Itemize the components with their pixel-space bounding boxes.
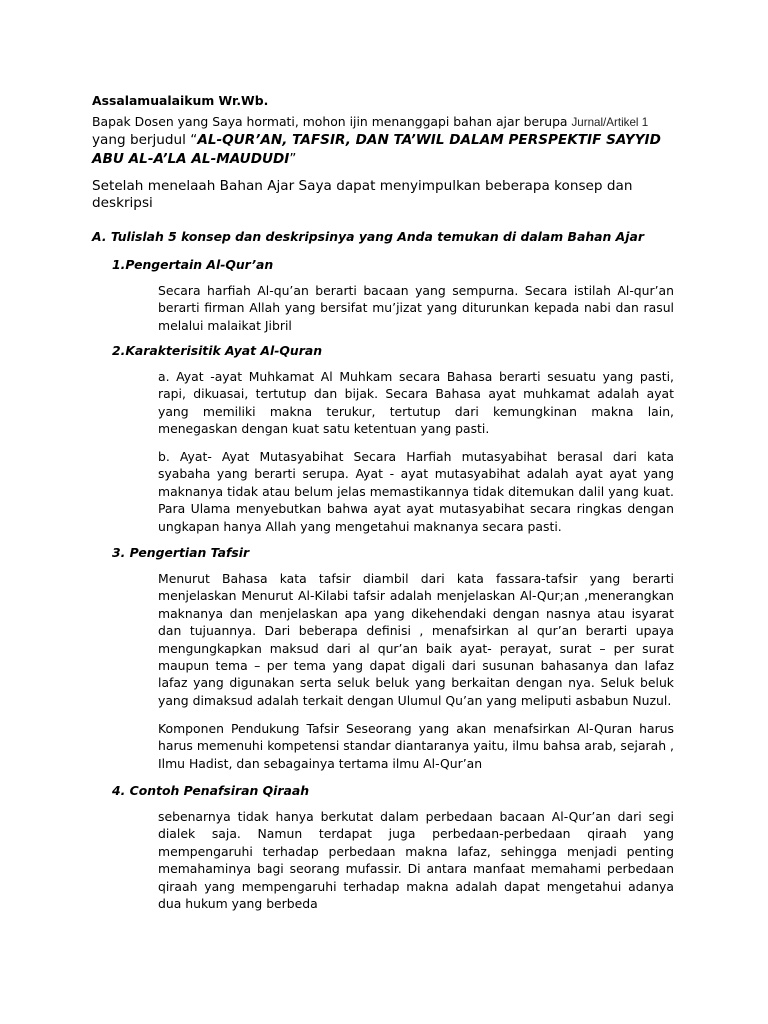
item-3-heading: 3. Pengertian Tafsir <box>112 545 250 560</box>
intro-text-1: Bapak Dosen yang Saya hormati, mohon ijin menanggapi bahan ajar berupa <box>92 114 572 129</box>
summary-text: Setelah menelaah Bahan Ajar Saya dapat menyimpulkan beberapa konsep dan deskripsi <box>92 178 633 212</box>
item-1-paragraph: Secara harfiah Al-qu’an berarti bacaan yang sempurna. Secara istilah Al-qur’an berarti firman Allah yang bersifat mu’jizat yang diturunkan kepada nabi dan rasul melalui malaikat Jibril <box>158 283 674 333</box>
article-title: AL-QUR’AN, TAFSIR, DAN TA’WIL DALAM PERSPEKTIF SAYYID ABU AL-A’LA AL-MAUDUDI <box>92 132 661 167</box>
item-4-heading: 4. Contoh Penafsiran Qiraah <box>112 783 310 798</box>
item-2-paragraph-a: a. Ayat -ayat Muhkamat Al Muhkam secara Bahasa berarti sesuatu yang pasti, rapi, dikuasai, tertutup dan bijak. Secara Bahasa ayat muhkamat adalah ayat yang memiliki makna terukur, tertutup dari kemungkinan makna lain, menegaskan dengan kuat satu ketentuan yang pasti. <box>158 369 674 437</box>
greeting: Assalamualaikum Wr.Wb. <box>92 93 269 108</box>
item-2-heading: 2.Karakterisitik Ayat Al-Quran <box>112 343 323 358</box>
item-2-paragraph-b: b. Ayat- Ayat Mutasyabihat Secara Harfiah mutasyabihat berasal dari kata syabaha yang berarti serupa. Ayat - ayat mutasyabihat adalah ayat ayat yang maknanya tidak atau belum jelas memastikannya tidak ditemukan dalil yang kuat. Para Ulama menyebutkan bahwa ayat ayat mutasyabihat secara ringkas dengan ungkapan hanya Allah yang mengetahui maknanya secara pasti. <box>158 449 674 534</box>
intro-text-2: yang berjudul “ <box>92 132 198 149</box>
item-3-paragraph-2: Komponen Pendukung Tafsir Seseorang yang akan menafsirkan Al-Quran harus harus memenuhi kompetensi standar diantaranya yaitu, ilmu bahsa arab, sejarah , Ilmu Hadist, dan sebagainya tertama ilmu Al-Qur’an <box>158 721 674 771</box>
item-3-paragraph-1: Menurut Bahasa kata tafsir diambil dari kata fassara-tafsir yang berarti menjelaskan Menurut Al-Kilabi tafsir adalah menjelaskan Al-Qur;an ,menerangkan maknanya dan menjelaskan apa yang dikehendaki dengan nasnya atau isyarat dan tujuannya. Dari beberapa definisi , menafsirkan al qur’an berarti upaya mengungkapkan maksud dari al qur’an baik ayat- perayat, surat – per surat maupun tema – per tema yang dapat digali dari susunan bahasanya dan lafaz lafaz yang digunakan serta seluk beluk yang berkaitan dengan nya. Seluk beluk yang dimaksud adalah terkait dengan Ulumul Qu’an yang meliputi asbabun Nuzul. <box>158 571 674 708</box>
source-type: Jurnal/Artikel 1 <box>571 116 649 129</box>
intro-paragraph <box>92 113 680 168</box>
item-4-paragraph: sebenarnya tidak hanya berkutat dalam perbedaan bacaan Al-Qur’an dari segi dialek saja. Namun terdapat juga perbedaan-perbedaan qiraah yang mempengaruhi terhadap perbedaan makna lafaz, sehingga menjadi penting memahaminya bagi seorang mufassir. Di antara manfaat memahami perbedaan qiraah yang mempengaruhi terhadap makna adalah dapat mengetahui adanya dua hukum yang berbeda <box>158 809 674 912</box>
section-a-heading: A. Tulislah 5 konsep dan deskripsinya yang Anda temukan di dalam Bahan Ajar <box>92 229 644 244</box>
item-1-heading: 1.Pengertain Al-Qur’an <box>112 257 274 272</box>
intro-text-3: ” <box>289 150 297 167</box>
